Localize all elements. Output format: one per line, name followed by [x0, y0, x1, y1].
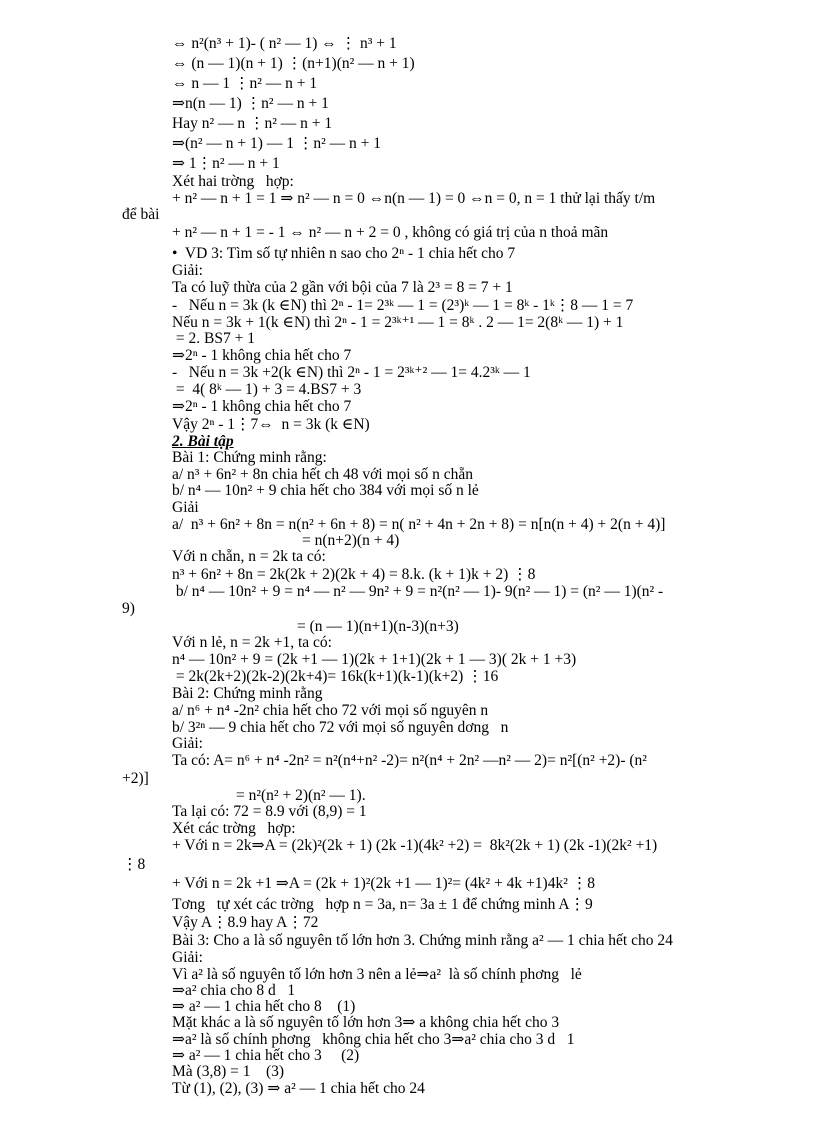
text-line: a/ n³ + 6n² + 8n = n(n² + 6n + 8) = n( n² + 4n + 2n + 8) = n[n(n + 4) + 2(n + 4)]: [172, 516, 666, 533]
text-line: Ta có luỹ thừa của 2 gần với bội của 7 là 2³ = 8 = 7 + 1: [172, 279, 513, 296]
text-line: ⇒n(n — 1) ⋮n² — n + 1: [172, 95, 329, 112]
text-line: - Nếu n = 3k (k ∈N) thì 2ⁿ - 1= 2³ᵏ — 1 = (2³)ᵏ — 1 = 8ᵏ - 1ᵏ⋮8 — 1 = 7: [172, 297, 634, 314]
text-line: Hay n² — n ⋮n² — n + 1: [172, 115, 333, 132]
text-line: • VD 3: Tìm số tự nhiên n sao cho 2ⁿ - 1 chia hết cho 7: [172, 245, 516, 262]
text-line: Bài 2: Chứng minh rằng: [172, 685, 323, 702]
text-line: = n(n+2)(n + 4): [302, 532, 400, 549]
text-line: b/ 3²ⁿ — 9 chia hết cho 72 với mọi số nguyên dơng n: [172, 719, 509, 736]
text-line: ⇒2ⁿ - 1 không chia hết cho 7: [172, 398, 352, 415]
text-line: = n²(n² + 2)(n² — 1).: [236, 787, 366, 804]
text-line: n⁴ — 10n² + 9 = (2k +1 — 1)(2k + 1+1)(2k + 1 — 3)( 2k + 1 +3): [172, 651, 577, 668]
text-line: Xét hai trờng hợp:: [172, 173, 294, 190]
text-line: - Nếu n = 3k +2(k ∈N) thì 2ⁿ - 1 = 2³ᵏ⁺² — 1= 4.2³ᵏ — 1: [172, 364, 531, 381]
text-line: Giải: [172, 499, 199, 516]
text-line: ⇔ (n — 1)(n + 1) ⋮(n+1)(n² — n + 1): [172, 55, 415, 72]
text-line: Từ (1), (2), (3) ⇒ a² — 1 chia hết cho 24: [172, 1080, 425, 1097]
text-line: Bài 3: Cho a là số nguyên tố lớn hơn 3. Chứng minh rằng a² — 1 chia hết cho 24: [172, 932, 673, 949]
text-line: Với n lẻ, n = 2k +1, ta có:: [172, 634, 332, 651]
text-line: Ta lại có: 72 = 8.9 với (8,9) = 1: [172, 803, 367, 820]
text-line: + Với n = 2k⇒A = (2k)²(2k + 1) (2k -1)(4k² +2) = 8k²(2k + 1) (2k -1)(2k² +1): [172, 837, 658, 854]
text-line: Bài 1: Chứng minh rằng:: [172, 449, 327, 466]
text-line: = 2k(2k+2)(2k-2)(2k+4)= 16k(k+1)(k-1)(k+2) ⋮16: [172, 668, 499, 685]
text-line: Giải:: [172, 949, 203, 966]
text-line: Giải:: [172, 262, 203, 279]
text-line: 9): [122, 600, 135, 617]
text-line: Với n chẵn, n = 2k ta có:: [172, 548, 326, 565]
text-line: ⇒ 1⋮n² — n + 1: [172, 155, 280, 172]
text-line: = 4( 8ᵏ — 1) + 3 = 4.BS7 + 3: [172, 381, 362, 398]
text-line: +2)]: [122, 770, 149, 787]
section-heading: 2. Bài tập: [172, 433, 234, 450]
text-line: ⇒ a² — 1 chia hết cho 3 (2): [172, 1047, 360, 1064]
text-line: Vậy 2ⁿ - 1⋮7⇔ n = 3k (k ∈N): [172, 416, 370, 433]
text-line: Mặt khác a là số nguyên tố lớn hơn 3⇒ a không chia hết cho 3: [172, 1014, 560, 1031]
text-line: a/ n³ + 6n² + 8n chia hết ch 48 với mọi số n chẵn: [172, 466, 474, 483]
text-line: + n² — n + 1 = 1 ⇒ n² — n = 0 ⇔n(n — 1) = 0 ⇔n = 0, n = 1 thử lại thấy t/m: [172, 190, 656, 207]
text-line: ⇒a² chia cho 8 d 1: [172, 982, 296, 999]
text-line: Vì a² là số nguyên tố lớn hơn 3 nên a lẻ⇒a² là số chính phơng lẻ: [172, 966, 582, 983]
text-line: Vậy A⋮8.9 hay A⋮72: [172, 914, 319, 931]
text-line: = 2. BS7 + 1: [172, 330, 255, 347]
text-line: ⇔ n — 1 ⋮n² — n + 1: [172, 75, 318, 92]
text-line: + Với n = 2k +1 ⇒A = (2k + 1)²(2k +1 — 1)²= (4k² + 4k +1)4k² ⋮8: [172, 875, 595, 892]
text-line: ⋮8: [122, 856, 146, 873]
text-line: Mà (3,8) = 1 (3): [172, 1063, 285, 1080]
text-line: b/ n⁴ — 10n² + 9 = n⁴ — n² — 9n² + 9 = n²(n² — 1)- 9(n² — 1) = (n² — 1)(n² -: [172, 583, 664, 600]
text-line: ⇒(n² — n + 1) — 1 ⋮n² — n + 1: [172, 135, 381, 152]
text-line: Tơng tự xét các trờng hợp n = 3a, n= 3a ± 1 để chứng minh A⋮9: [172, 896, 593, 913]
text-line: Giải:: [172, 735, 203, 752]
text-line: n³ + 6n² + 8n = 2k(2k + 2)(2k + 4) = 8.k. (k + 1)k + 2) ⋮8: [172, 566, 536, 583]
text-line: ⇔ n²(n³ + 1)- ( n² — 1) ⇔ ⋮ n³ + 1: [172, 35, 397, 52]
text-line: ⇒ a² — 1 chia hết cho 8 (1): [172, 998, 356, 1015]
text-line: Nếu n = 3k + 1(k ∈N) thì 2ⁿ - 1 = 2³ᵏ⁺¹ — 1 = 8ᵏ . 2 — 1= 2(8ᵏ — 1) + 1: [172, 314, 624, 331]
text-line: = (n — 1)(n+1)(n-3)(n+3): [297, 618, 459, 635]
text-line: Ta có: A= n⁶ + n⁴ -2n² = n²(n⁴+n² -2)= n²(n⁴ + 2n² —n² — 2)= n²[(n² +2)- (n²: [172, 752, 647, 769]
text-line: a/ n⁶ + n⁴ -2n² chia hết cho 72 với mọi số nguyên n: [172, 702, 489, 719]
text-line: để bài: [122, 206, 160, 223]
text-line: ⇒a² là số chính phơng không chia hết cho 3⇒a² chia cho 3 d 1: [172, 1031, 575, 1048]
text-line: ⇒2ⁿ - 1 không chia hết cho 7: [172, 347, 352, 364]
text-line: b/ n⁴ — 10n² + 9 chia hết cho 384 với mọi số n lẻ: [172, 482, 479, 499]
text-line: Xét các trờng hợp:: [172, 820, 296, 837]
text-line: + n² — n + 1 = - 1 ⇔ n² — n + 2 = 0 , không có giá trị của n thoả mãn: [172, 224, 609, 241]
